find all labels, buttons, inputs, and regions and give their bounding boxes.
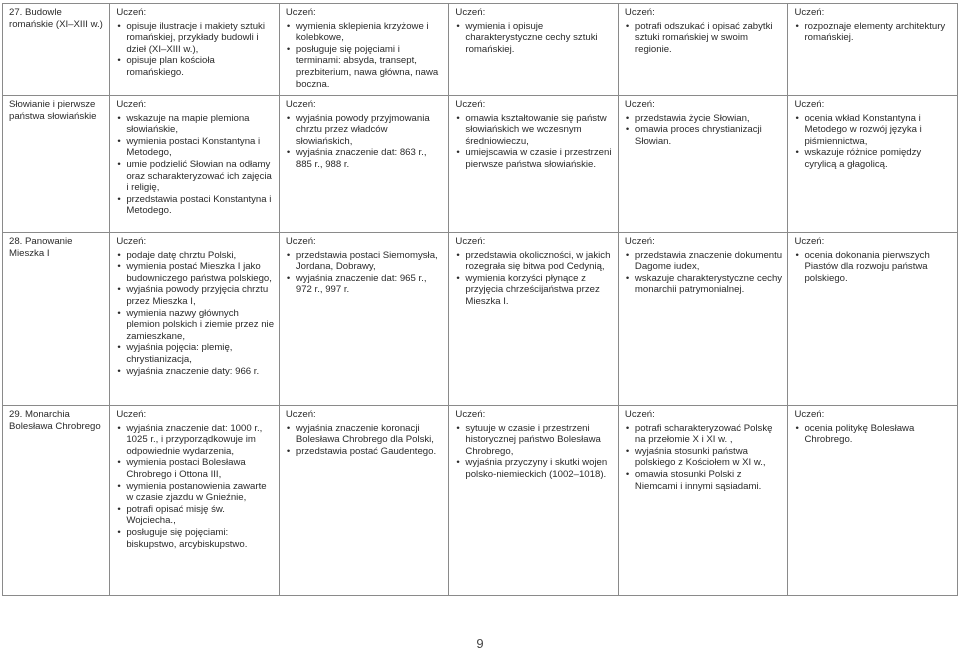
list-item: • posługuje się pojęciami i terminami: absyda, transept, prezbiterium, nawa główna, nawa boczna. <box>286 44 445 90</box>
table-row <box>3 406 958 596</box>
list-item: • ocenia wkład Konstantyna i Metodego w rozwój języka i piśmiennictwa, <box>794 113 953 148</box>
list-item: • przedstawia postaci Konstantyna i Metodego. <box>116 194 275 217</box>
list-item: • wyjaśnia stosunki państwa polskiego z Kościołem w XI w., <box>625 446 784 469</box>
cell-heading: Uczeń: <box>455 409 486 420</box>
list-item: • wyjaśnia znaczenie dat: 863 r., 885 r., 988 r. <box>286 147 445 170</box>
list-item: • wyjaśnia pojęcia: plemię, chrystianizacja, <box>116 342 275 365</box>
requirements-list <box>794 423 953 446</box>
list-item: • potrafi odszukać i opisać zabytki sztuki romańskiej w swoim regionie. <box>625 21 784 56</box>
list-item: • wymienia postać Mieszka I jako budowniczego państwa polskiego, <box>116 261 275 284</box>
table-row <box>3 96 958 233</box>
requirements-cell <box>788 233 958 406</box>
requirements-cell <box>618 233 788 406</box>
list-item: • przedstawia okoliczności, w jakich rozegrała się bitwa pod Cedynią, <box>455 250 614 273</box>
list-item: • omawia stosunki Polski z Niemcami i innymi sąsiadami. <box>625 469 784 492</box>
list-item: • wyjaśnia znaczenie koronacji Bolesława Chrobrego dla Polski, <box>286 423 445 446</box>
list-item: • przedstawia znaczenie dokumentu Dagome iudex, <box>625 250 784 273</box>
requirements-cell <box>618 4 788 96</box>
requirements-list <box>116 21 275 79</box>
list-item: • przedstawia postaci Siemomysła, Jordana, Dobrawy, <box>286 250 445 273</box>
list-item: • wymienia postanowienia zawarte w czasie zjazdu w Gnieźnie, <box>116 481 275 504</box>
table-body <box>3 4 958 596</box>
list-item: • wymienia i opisuje charakterystyczne cechy sztuki romańskiej. <box>455 21 614 56</box>
list-item: • wymienia nazwy głównych plemion polskich i ziemie przez nie zamieszkane, <box>116 308 275 343</box>
list-item: • wskazuje charakterystyczne cechy monarchii patrymonialnej. <box>625 273 784 296</box>
requirements-cell <box>618 406 788 596</box>
requirements-list <box>625 250 784 296</box>
list-item: • wymienia korzyści płynące z przyjęcia chrześcijaństwa przez Mieszka I. <box>455 273 614 308</box>
requirements-list <box>794 250 953 285</box>
list-item: • wymienia postaci Konstantyna i Metodego, <box>116 136 275 159</box>
requirements-list <box>625 113 784 148</box>
cell-heading: Uczeń: <box>455 7 486 18</box>
requirements-cell <box>110 406 280 596</box>
curriculum-table <box>2 3 958 596</box>
requirements-cell <box>788 406 958 596</box>
requirements-list <box>286 113 445 171</box>
cell-heading: Uczeń: <box>624 99 655 110</box>
cell-heading: Uczeń: <box>285 7 316 18</box>
cell-heading: Uczeń: <box>624 409 655 420</box>
topic-cell: Słowianie i pierwsze państwa słowiańskie <box>3 96 110 233</box>
cell-heading: Uczeń: <box>455 99 486 110</box>
list-item: • umiejscawia w czasie i przestrzeni pierwsze państwa słowiańskie. <box>455 147 614 170</box>
list-item: • przedstawia życie Słowian, <box>625 113 784 125</box>
list-item: • opisuje plan kościoła romańskiego. <box>116 55 275 78</box>
requirements-cell <box>788 96 958 233</box>
cell-heading: Uczeń: <box>455 236 486 247</box>
requirements-list <box>455 21 614 56</box>
requirements-list <box>286 423 445 458</box>
list-item: • omawia proces chrystianizacji Słowian. <box>625 124 784 147</box>
list-item: • opisuje ilustracje i makiety sztuki romańskiej, przykłady budowli i dzieł (XI–XIII w.), <box>116 21 275 56</box>
list-item: • ocenia politykę Bolesława Chrobrego. <box>794 423 953 446</box>
list-item: • podaje datę chrztu Polski, <box>116 250 275 262</box>
list-item: • wymienia postaci Bolesława Chrobrego i Ottona III, <box>116 457 275 480</box>
requirements-cell <box>279 406 449 596</box>
requirements-cell <box>618 96 788 233</box>
list-item: • wymienia sklepienia krzyżowe i kolebkowe, <box>286 21 445 44</box>
list-item: • wyjaśnia znaczenie daty: 966 r. <box>116 366 275 378</box>
table-row <box>3 233 958 406</box>
requirements-cell <box>279 96 449 233</box>
requirements-cell <box>788 4 958 96</box>
cell-heading: Uczeń: <box>116 409 147 420</box>
requirements-list <box>286 250 445 296</box>
table-row <box>3 4 958 96</box>
list-item: • rozpoznaje elementy architektury romańskiej. <box>794 21 953 44</box>
requirements-cell <box>110 233 280 406</box>
requirements-list <box>116 250 275 378</box>
cell-heading: Uczeń: <box>285 409 316 420</box>
topic-cell: 27. Budowle romańskie (XI–XIII w.) <box>3 4 110 96</box>
list-item: • umie podzielić Słowian na odłamy oraz scharakteryzować ich zajęcia i religię, <box>116 159 275 194</box>
requirements-cell <box>110 96 280 233</box>
list-item: • wyjaśnia powody przyjęcia chrztu przez Mieszka I, <box>116 284 275 307</box>
list-item: • potrafi scharakteryzować Polskę na przełomie X i XI w. , <box>625 423 784 446</box>
list-item: • omawia kształtowanie się państw słowiańskich we wczesnym średniowieczu, <box>455 113 614 148</box>
topic-cell: 29. Monarchia Bolesława Chrobrego <box>3 406 110 596</box>
list-item: • ocenia dokonania pierwszych Piastów dla rozwoju państwa polskiego. <box>794 250 953 285</box>
topic-cell: 28. Panowanie Mieszka I <box>3 233 110 406</box>
cell-heading: Uczeń: <box>624 236 655 247</box>
list-item: • wyjaśnia przyczyny i skutki wojen polsko-niemieckich (1002–1018). <box>455 457 614 480</box>
list-item: • posługuje się pojęciami: biskupstwo, arcybiskupstwo. <box>116 527 275 550</box>
page-number: 9 <box>476 636 484 651</box>
requirements-list <box>455 113 614 171</box>
cell-heading: Uczeń: <box>116 7 147 18</box>
cell-heading: Uczeń: <box>794 7 825 18</box>
cell-heading: Uczeń: <box>794 236 825 247</box>
list-item: • potrafi opisać misję św. Wojciecha., <box>116 504 275 527</box>
cell-heading: Uczeń: <box>624 7 655 18</box>
cell-heading: Uczeń: <box>116 236 147 247</box>
requirements-list <box>794 113 953 171</box>
requirements-list <box>116 113 275 217</box>
list-item: • wyjaśnia znaczenie dat: 1000 r., 1025 r., i przyporządkowuje im odpowiednie wydarzenia, <box>116 423 275 458</box>
requirements-list <box>455 423 614 481</box>
requirements-cell <box>449 96 619 233</box>
requirements-list <box>625 21 784 56</box>
list-item: • wyjaśnia znaczenie dat: 965 r., 972 r., 997 r. <box>286 273 445 296</box>
requirements-list <box>116 423 275 551</box>
requirements-cell <box>110 4 280 96</box>
list-item: • wyjaśnia powody przyjmowania chrztu przez władców słowiańskich, <box>286 113 445 148</box>
list-item: • wskazuje na mapie plemiona słowiańskie, <box>116 113 275 136</box>
requirements-list <box>286 21 445 91</box>
requirements-cell <box>449 406 619 596</box>
list-item: • sytuuje w czasie i przestrzeni historycznej państwo Bolesława Chrobrego, <box>455 423 614 458</box>
requirements-cell <box>449 4 619 96</box>
requirements-list <box>455 250 614 308</box>
list-item: • wskazuje różnice pomiędzy cyrylicą a głagolicą. <box>794 147 953 170</box>
requirements-cell <box>279 4 449 96</box>
cell-heading: Uczeń: <box>794 99 825 110</box>
cell-heading: Uczeń: <box>116 99 147 110</box>
cell-heading: Uczeń: <box>794 409 825 420</box>
list-item: • przedstawia postać Gaudentego. <box>286 446 445 458</box>
requirements-cell <box>279 233 449 406</box>
requirements-list <box>794 21 953 44</box>
cell-heading: Uczeń: <box>285 236 316 247</box>
requirements-cell <box>449 233 619 406</box>
cell-heading: Uczeń: <box>285 99 316 110</box>
requirements-list <box>625 423 784 493</box>
